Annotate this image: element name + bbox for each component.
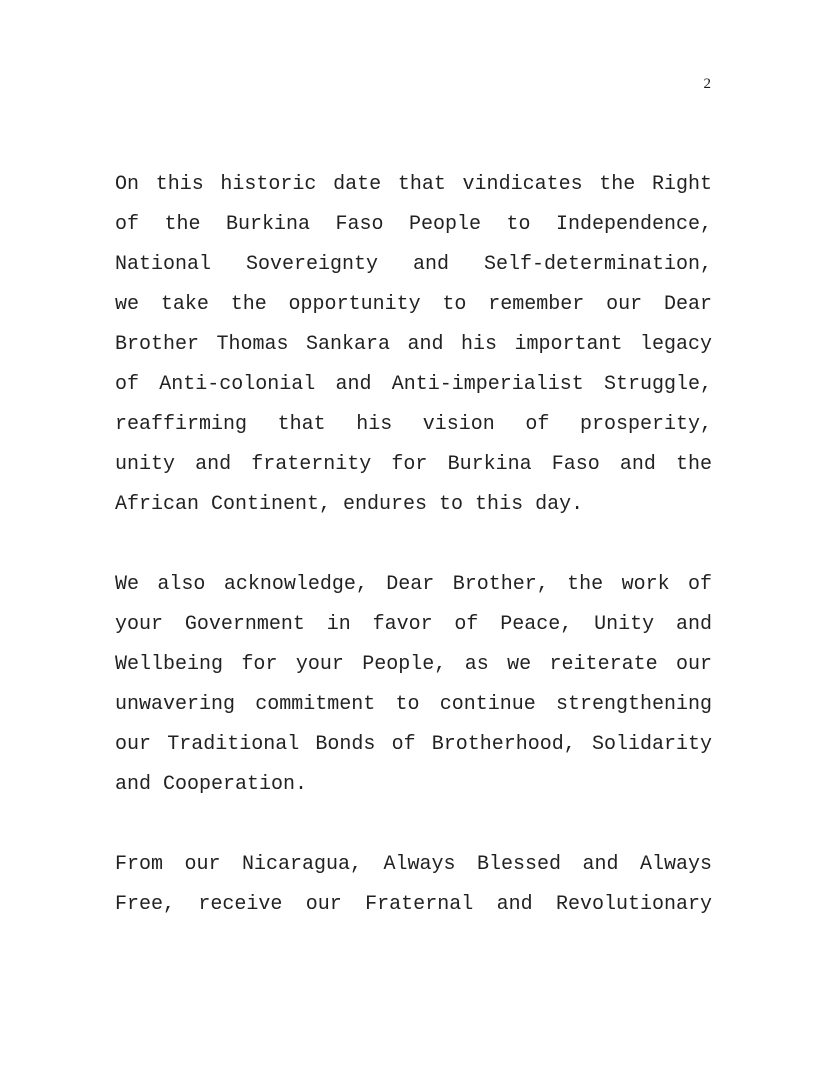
text-line: National Sovereignty and Self-determination, [115,253,712,276]
text-line: we take the opportunity to remember our Dear [115,293,712,316]
text-line: Brother Thomas Sankara and his important legacy [115,333,712,356]
text-line: From our Nicaragua, Always Blessed and Always [115,853,712,876]
paragraph-greetings [115,849,712,929]
text-line: of Anti-colonial and Anti-imperialist Struggle, [115,373,712,396]
text-line: Wellbeing for your People, as we reiterate our [115,653,712,676]
text-line: our Traditional Bonds of Brotherhood, Solidarity [115,733,712,756]
page-number: 2 [703,76,711,92]
text-line: and Cooperation. [115,773,308,796]
paragraph-acknowledgement [115,569,712,809]
text-line: We also acknowledge, Dear Brother, the work of [115,573,712,596]
text-line: unwavering commitment to continue strengthening [115,693,712,716]
text-line: reaffirming that his vision of prosperity, [115,413,712,436]
text-line: African Continent, endures to this day. [115,493,584,516]
text-line: unity and fraternity for Burkina Faso and the [115,453,712,476]
letter-body [115,169,712,969]
text-line: of the Burkina Faso People to Independence, [115,213,712,236]
text-line: your Government in favor of Peace, Unity and [115,613,712,636]
paragraph-independence [115,169,712,529]
text-line: On this historic date that vindicates the Right [115,173,712,196]
text-line: Free, receive our Fraternal and Revolutionary [115,893,712,916]
